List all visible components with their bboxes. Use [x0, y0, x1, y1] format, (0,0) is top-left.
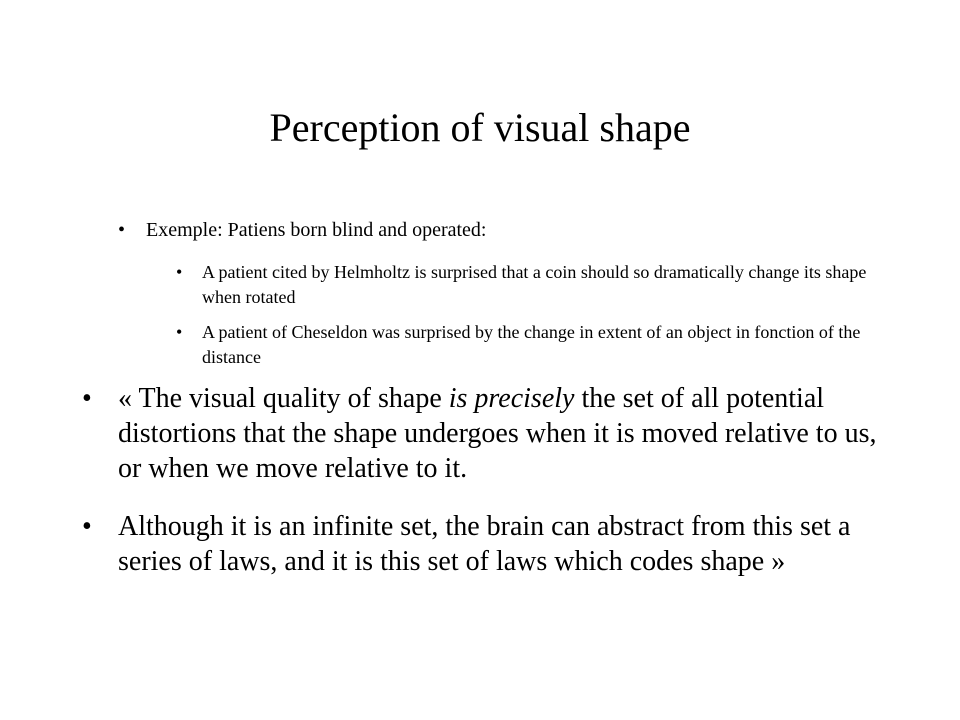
bullet-marker: •	[176, 322, 183, 342]
bullet-text: Exemple: Patiens born blind and operated:	[146, 219, 487, 241]
bullet-infinite-set	[82, 509, 882, 579]
bullet-marker: •	[118, 219, 126, 241]
bullet-text: A patient of Cheseldon was surprised by the change in extent of an object in fonction of the distance	[202, 322, 861, 367]
bullet-visual-quality-quote	[82, 381, 882, 486]
slide-title: Perception of visual shape	[269, 105, 691, 150]
bullet-marker: •	[176, 262, 183, 282]
bullet-text: Although it is an infinite set, the brain can abstract from this set a series of laws, and it is this set of laws which codes shape »	[118, 511, 851, 577]
quote-prefix: « The visual quality of shape	[118, 383, 449, 414]
bullet-text: A patient cited by Helmholtz is surprised that a coin should so dramatically change its shape when rotated	[202, 262, 867, 307]
sub-bullet-helmholtz	[176, 260, 876, 310]
bullet-example-intro	[118, 218, 918, 242]
sub-bullet-cheseldon	[176, 320, 876, 370]
bullet-marker: •	[82, 383, 92, 414]
quote-emphasis: is precisely	[448, 383, 575, 414]
quote-suffix: the set of all potential distortions that the shape undergoes when it is moved relative to us, or when we move relative to it.	[118, 383, 877, 484]
bullet-marker: •	[82, 511, 92, 542]
bullet-text	[82, 381, 882, 486]
